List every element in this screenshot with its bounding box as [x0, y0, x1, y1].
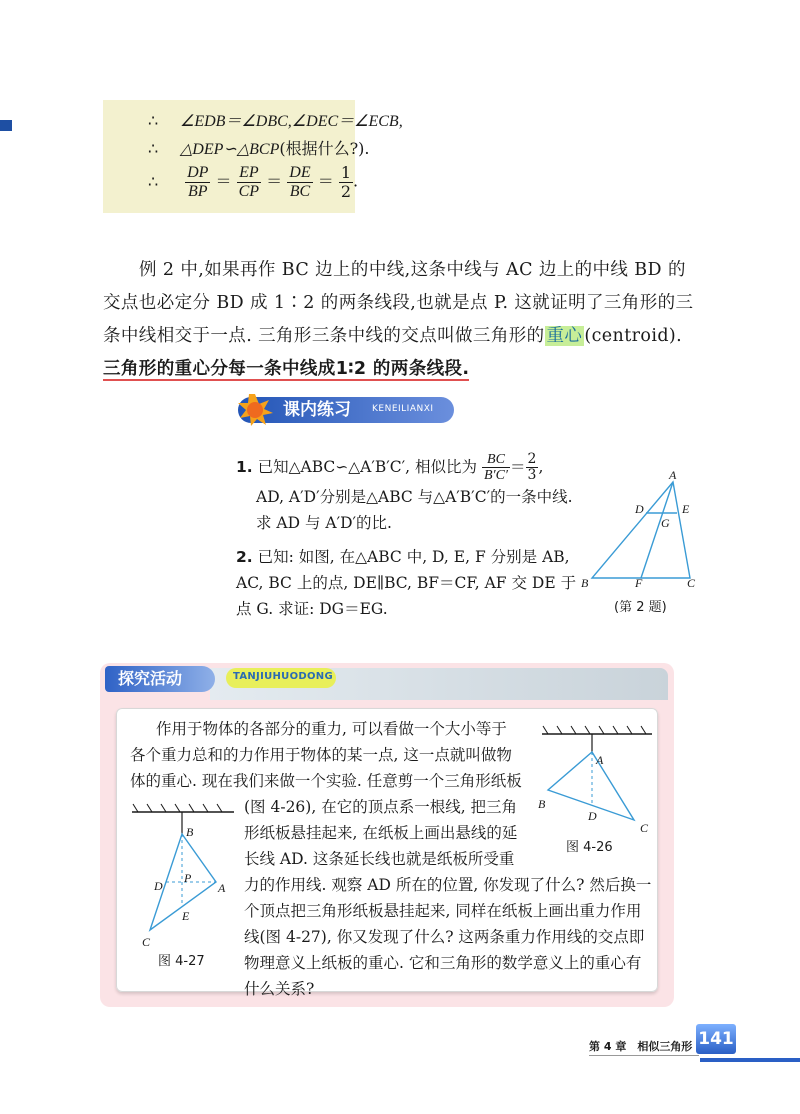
label-d: D [588, 809, 597, 823]
label-c: C [687, 576, 696, 590]
exercise-1-text-b: AD, A′D′分别是△ABC 与△A′B′C′的一条中线. 求 AD 与 A′D′的比. [256, 487, 573, 532]
activity-line: 力的作用线. 观察 AD 所在的位置, 你发现了什么? 然后换一 [244, 876, 652, 894]
label-a: A [218, 881, 226, 895]
activity-line: 线(图 4-27), 你又发现了什么? 这两条重力作用线的交点即 [244, 928, 645, 946]
fraction-ep-cp: $\frac{EP}{CP}$ [238, 164, 260, 200]
exercise-2 [236, 544, 581, 622]
highlighted-term: 重心 [546, 326, 583, 346]
activity-line: 什么关系? [244, 980, 315, 998]
proof-note: (根据什么?). [279, 139, 370, 158]
comma: , [538, 457, 544, 476]
activity-line: 各个重力总和的力作用于物体的某一点, 这一点就叫做物 [130, 746, 512, 764]
left-margin-tab [0, 120, 12, 131]
proof-line-1 [148, 108, 403, 131]
hanging-triangle-figure-26 [532, 722, 662, 840]
practice-subtitle: KENEILIANXI [372, 404, 434, 414]
proof-line-2 [148, 136, 370, 159]
hanging-triangle-figure-27 [128, 800, 240, 950]
figure-caption-ex2: (第 2 题) [614, 600, 667, 615]
exercise-1-text-a: 已知△ABC∽△A′B′C′, 相似比为 [257, 457, 478, 476]
equals-sign: ＝ [215, 171, 232, 191]
footer-bar [700, 1058, 800, 1062]
similarity-statement: △DEP∽△BCP [180, 141, 280, 158]
proof-line-3 [148, 164, 358, 200]
label-e: E [682, 502, 690, 516]
figure-caption-26: 图 4-26 [566, 840, 613, 855]
activity-line: 物理意义上纸板的重心. 它和三角形的数学意义上的重心有 [244, 954, 642, 972]
fraction-dp-bp: $\frac{DP}{BP}$ [187, 164, 209, 200]
activity-line: 长线 AD. 这条延长线也就是纸板所受重 [244, 850, 515, 868]
ratio-value: $\frac{2}{3}$ [527, 451, 537, 484]
equals-sign: ＝ [317, 171, 334, 191]
exercise-number: 1. [236, 457, 253, 476]
therefore-symbol: ∴ [148, 171, 159, 191]
term-english: (centroid). [584, 326, 683, 346]
period: . [353, 171, 359, 191]
label-c: C [142, 935, 151, 949]
label-d: D [635, 502, 644, 516]
label-a: A [596, 753, 604, 767]
triangle-figure-ex2 [578, 466, 708, 594]
centroid-theorem: 三角形的重心分每一条中线成1∶2 的两条线段. [103, 359, 470, 379]
label-b: B [186, 825, 194, 839]
figure-caption-27: 图 4-27 [158, 954, 205, 969]
activity-line: 体的重心. 现在我们来做一个实验. 任意剪一个三角形纸板 [130, 772, 522, 790]
exercise-1 [236, 452, 581, 536]
label-d: D [154, 879, 163, 893]
fraction-one-half: $\frac{1}{2}$ [340, 163, 351, 201]
label-p: P [184, 871, 192, 885]
activity-line: (图 4-26), 在它的顶点系一根线, 把三角 [244, 798, 518, 816]
ratio-fraction: $\frac{BC}{B'C'}$ [483, 452, 508, 484]
activity-line: 个顶点把三角形纸板悬挂起来, 同样在纸板上画出重力作用 [244, 902, 642, 920]
activity-subtitle: TANJIUHUODONG [233, 671, 333, 682]
exercise-number: 2. [236, 548, 253, 566]
sun-icon [236, 393, 274, 427]
equals-sign: ＝ [510, 457, 526, 476]
label-e: E [182, 909, 190, 923]
therefore-symbol: ∴ [148, 111, 159, 130]
page-number: 141 [696, 1024, 736, 1054]
label-f: F [635, 576, 643, 590]
footer-rule [589, 1055, 699, 1056]
activity-line: 形纸板悬挂起来, 在纸板上画出悬线的延 [244, 824, 518, 842]
label-c: C [640, 821, 649, 835]
label-g: G [661, 516, 670, 530]
label-b: B [538, 797, 546, 811]
label-b: B [581, 576, 589, 590]
exercise-2-text: 已知: 如图, 在△ABC 中, D, E, F 分别是 AB, AC, BC 上的点, DE∥BC, BF＝CF, AF 交 DE 于点 G. 求证: DG＝EG. [236, 548, 577, 618]
label-a: A [669, 468, 677, 482]
paragraph-text: 例 2 中,如果再作 BC 边上的中线,这条中线与 AC 边上的中线 BD 的交点也必定分 BD 成 1∶2 的两条线段,也就是点 P. 这就证明了三角形的三条中线相交于一点. 三角形三条中线的交点叫做三角形的 [103, 260, 694, 346]
centroid-paragraph [103, 254, 698, 386]
angle-equalities: ∠EDB＝∠DBC,∠DEC＝∠ECB, [180, 113, 403, 130]
activity-line: 作用于物体的各部分的重力, 可以看做一个大小等于 [156, 720, 507, 738]
chapter-footer: 第 4 章 相似三角形 [589, 1040, 693, 1053]
activity-title: 探究活动 [118, 669, 183, 688]
practice-title: 课内练习 [283, 400, 351, 420]
equals-sign: ＝ [266, 171, 283, 191]
therefore-symbol: ∴ [148, 139, 159, 158]
fraction-de-bc: $\frac{DE}{BC}$ [289, 164, 311, 200]
